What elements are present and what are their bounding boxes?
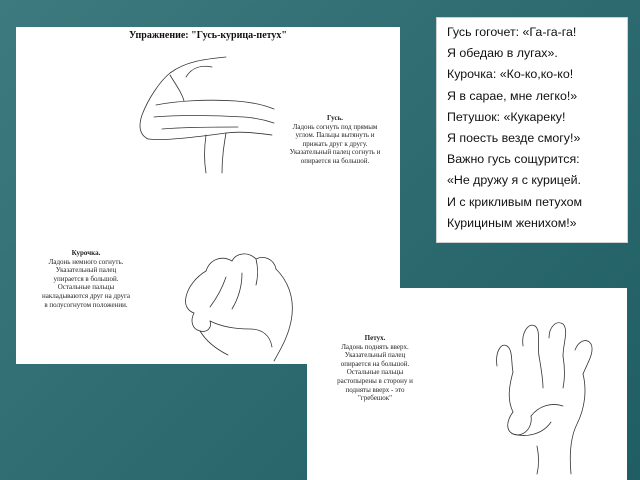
poem-line: Я в сарае, мне легко!» (447, 88, 578, 103)
rooster-caption-line: подняты вверх - это (345, 385, 405, 394)
rooster-caption-heading: Петух. (364, 334, 386, 342)
rooster-caption-line: "гребешок" (357, 394, 393, 403)
hen-hand-drawing (166, 237, 306, 362)
goose-caption-line: прижать друг к другу. (302, 139, 368, 148)
poem-line: Я поесть везде смогу!» (447, 131, 581, 146)
poem-text (447, 22, 582, 234)
poem-card (436, 17, 628, 243)
rooster-hand-drawing (477, 316, 617, 476)
hen-caption-line: Остальные пальцы (57, 283, 115, 292)
poem-line: Курочка: «Ко-ко,ко-ко! (447, 67, 574, 82)
hen-caption-line: Ладонь немного согнуть. (48, 257, 124, 266)
poem-line: Гусь гогочет: «Га-га-га! (447, 25, 577, 39)
rooster-caption-line: опирается на большой. (340, 359, 410, 368)
hen-caption-line: накладываются друг на друга (42, 291, 130, 300)
hen-caption-line: упирается в большой. (53, 274, 119, 283)
exercise-title: Упражнение: "Гусь-курица-петух" (129, 30, 287, 41)
goose-caption (269, 114, 401, 166)
goose-caption-line: Указательный палец согнуть и (289, 148, 381, 157)
rooster-caption-line: растопырены в сторону и (337, 376, 413, 385)
poem-line: Петушок: «Кукареку! (447, 109, 566, 124)
rooster-caption-line: Ладонь поднять вверх. (341, 342, 409, 351)
poem-line: «Не дружу я с курицей. (447, 173, 581, 188)
goose-caption-line: опирается на большой. (300, 156, 370, 165)
rooster-caption-line: Указательный палец (344, 351, 406, 360)
hen-caption-heading: Курочка. (71, 249, 101, 257)
rooster-sheet (307, 288, 627, 480)
rooster-caption (311, 334, 439, 403)
rooster-caption-line: Остальные пальцы (346, 368, 404, 377)
goose-hand-drawing (126, 45, 276, 175)
goose-caption-line: углом. Пальцы вытянуть и (295, 131, 375, 140)
poem-line: Я обедаю в лугах». (447, 46, 558, 61)
goose-caption-heading: Гусь. (326, 114, 344, 122)
hen-caption (22, 249, 150, 309)
poem-line: Курициным женихом!» (447, 215, 577, 230)
poem-line: И с крикливым петухом (447, 194, 583, 209)
hen-caption-line: в полусогнутом положении. (44, 300, 128, 309)
poem-line: Важно гусь сощурится: (447, 152, 580, 167)
goose-caption-line: Ладонь согнуть под прямым (292, 122, 378, 131)
hen-caption-line: Указательный палец (55, 266, 117, 275)
